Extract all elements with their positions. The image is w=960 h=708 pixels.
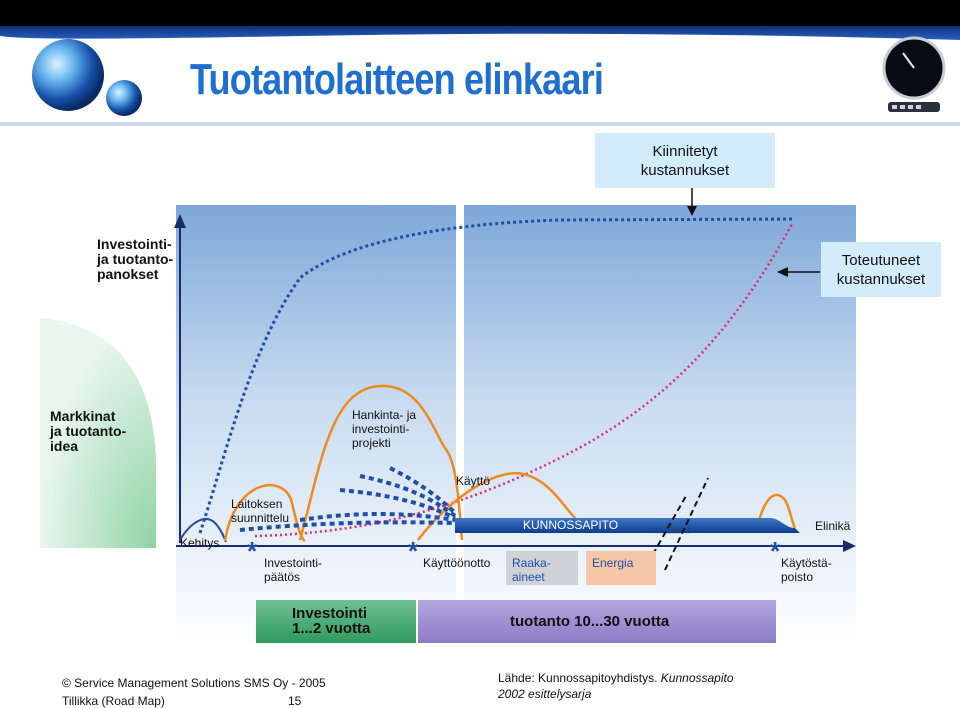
investment-decision-label: Investointi- päätös	[264, 556, 323, 584]
radar-icon	[884, 38, 944, 112]
investment-period-label: Investointi 1...2 vuotta	[292, 605, 371, 637]
slide-title: Tuotantolaitteen elinkaari	[190, 55, 604, 104]
slide-header	[0, 0, 960, 128]
realized-costs-callout: Toteutuneet kustannukset	[821, 242, 941, 297]
decision-star-icon: *	[247, 536, 258, 566]
raw-materials-label: Raaka- aineet	[512, 556, 551, 584]
market-label: Markkinat ja tuotanto- idea	[50, 408, 127, 454]
development-label: Kehitys	[180, 536, 220, 550]
fixed-costs-callout: Kiinnitetyt kustannukset	[595, 133, 775, 188]
decommissioning-label: Käytöstä- poisto	[781, 556, 832, 584]
decommission-star-icon: *	[770, 536, 781, 566]
page-number: 15	[288, 694, 302, 708]
maintenance-label: KUNNOSSAPITO	[523, 518, 619, 532]
globe-icon	[32, 39, 104, 111]
operation-label: Käyttö	[456, 474, 491, 488]
source-italic: Kunnossapito 2002 esittelysarja	[498, 671, 734, 701]
copyright-text: © Service Management Solutions SMS Oy - 2005	[62, 676, 326, 690]
commissioning-star-icon: *	[408, 536, 419, 566]
production-period-label: tuotanto 10...30 vuotta	[510, 613, 670, 630]
commissioning-label: Käyttöönotto	[423, 556, 491, 570]
small-globe-icon	[106, 80, 142, 116]
source-citation	[498, 670, 738, 702]
design-label: Laitoksen suunnittelu	[231, 497, 290, 525]
author-text: Tillikka (Road Map)	[62, 694, 165, 708]
maintenance-bar	[455, 518, 800, 533]
y-axis-label: Investointi- ja tuotanto- panokset	[97, 236, 174, 282]
source-label: Lähde:	[498, 671, 535, 685]
procurement-label: Hankinta- ja investointi- projekti	[352, 408, 417, 450]
source-text: Kunnossapitoyhdistys.	[538, 671, 658, 685]
energy-label: Energia	[592, 556, 634, 570]
lifetime-label: Elinikä	[815, 519, 851, 533]
